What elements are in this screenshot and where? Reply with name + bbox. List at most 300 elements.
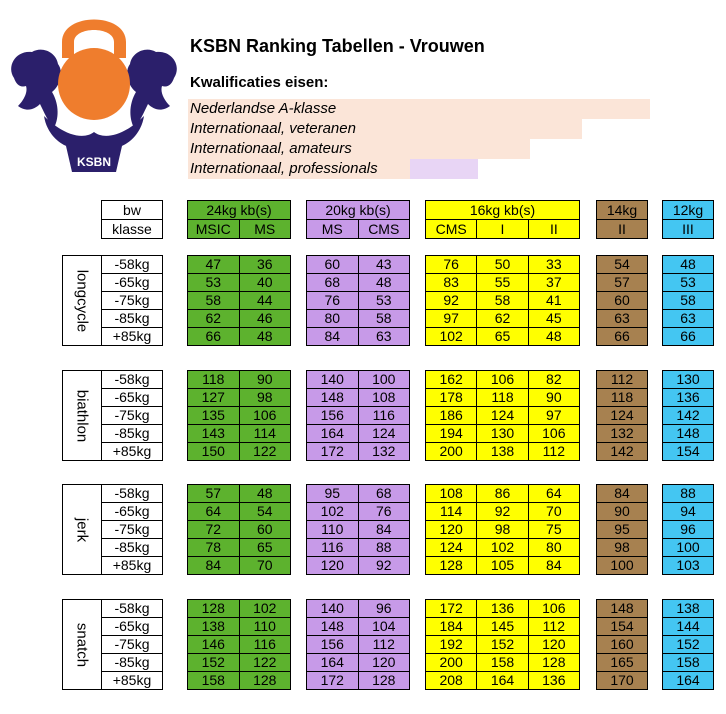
table-row (426, 274, 580, 292)
values-yellow (425, 370, 580, 461)
table-row (663, 292, 714, 310)
weight-class-cell: -58kg (102, 256, 163, 274)
table-row (307, 389, 410, 407)
table-row (102, 371, 163, 389)
value-cell: 128 (188, 600, 240, 618)
weight-class-cell: -85kg (102, 310, 163, 328)
value-cell: 54 (239, 503, 291, 521)
table-row (188, 443, 291, 461)
group-label: 24kg kb(s) (188, 201, 291, 220)
header-14kg (596, 200, 648, 239)
value-cell: 36 (239, 256, 291, 274)
table-row (597, 425, 648, 443)
table-row (307, 292, 410, 310)
value-cell: 84 (307, 328, 359, 346)
value-cell: 144 (663, 618, 714, 636)
values-purple (306, 599, 410, 690)
table-row (663, 256, 714, 274)
table-row (426, 292, 580, 310)
table-row (188, 256, 291, 274)
table-row (102, 557, 163, 575)
table-row (102, 443, 163, 461)
values-green (187, 370, 291, 461)
value-cell: 64 (528, 485, 579, 503)
value-cell: 194 (426, 425, 477, 443)
table-row (307, 672, 410, 690)
table-row (307, 557, 410, 575)
table-row (188, 539, 291, 557)
table-row (426, 521, 580, 539)
values-blue (662, 370, 714, 461)
value-cell: 128 (426, 557, 477, 575)
table-row (597, 672, 648, 690)
value-cell: 90 (597, 503, 648, 521)
table-row (102, 654, 163, 672)
value-cell: 148 (597, 600, 648, 618)
value-cell: 118 (597, 389, 648, 407)
value-cell: 82 (528, 371, 579, 389)
weight-class-cell: -65kg (102, 503, 163, 521)
table-row (663, 503, 714, 521)
value-cell: 57 (597, 274, 648, 292)
table-row (307, 485, 410, 503)
table-row (597, 407, 648, 425)
qualification-item: Internationaal, amateurs (188, 139, 530, 159)
value-cell: 138 (663, 600, 714, 618)
table-row (663, 274, 714, 292)
table-row (663, 636, 714, 654)
table-row (307, 443, 410, 461)
value-cell: 148 (307, 618, 359, 636)
value-cell: 124 (597, 407, 648, 425)
header-16kg (425, 200, 580, 239)
values-blue (662, 599, 714, 690)
value-cell: 148 (307, 389, 359, 407)
value-cell: 48 (528, 328, 579, 346)
value-cell: 80 (528, 539, 579, 557)
table-row (597, 503, 648, 521)
value-cell: 108 (358, 389, 410, 407)
event-name: longcycle (73, 269, 91, 332)
value-cell: 120 (307, 557, 359, 575)
weight-class-cell: -65kg (102, 274, 163, 292)
value-cell: 55 (477, 274, 528, 292)
values-blue (662, 255, 714, 346)
value-cell: 60 (597, 292, 648, 310)
table-row (102, 618, 163, 636)
table-row (188, 292, 291, 310)
table-row (426, 557, 580, 575)
value-cell: 158 (663, 654, 714, 672)
table-row (663, 672, 714, 690)
weight-class-column (101, 370, 163, 461)
table-row (102, 672, 163, 690)
page-title: KSBN Ranking Tabellen - Vrouwen (190, 36, 485, 56)
value-cell: 95 (307, 485, 359, 503)
table-row (102, 521, 163, 539)
table-row (663, 485, 714, 503)
weight-class-cell: -58kg (102, 485, 163, 503)
value-cell: 124 (358, 425, 410, 443)
value-cell: 70 (528, 503, 579, 521)
table-row (307, 425, 410, 443)
value-cell: 58 (477, 292, 528, 310)
table-row (102, 503, 163, 521)
value-cell: 143 (188, 425, 240, 443)
table-row (663, 389, 714, 407)
value-cell: 43 (358, 256, 410, 274)
value-cell: 128 (358, 672, 410, 690)
table-row (102, 256, 163, 274)
table-row (663, 443, 714, 461)
header-klasse: klasse (102, 220, 163, 239)
value-cell: 37 (528, 274, 579, 292)
table-row (188, 310, 291, 328)
values-green (187, 255, 291, 346)
value-cell: 96 (358, 600, 410, 618)
sub-label: MSIC (188, 220, 240, 239)
value-cell: 62 (477, 310, 528, 328)
value-cell: 120 (358, 654, 410, 672)
table-row (597, 636, 648, 654)
values-purple (306, 370, 410, 461)
value-cell: 100 (358, 371, 410, 389)
values-purple (306, 255, 410, 346)
value-cell: 122 (239, 443, 291, 461)
value-cell: 154 (597, 618, 648, 636)
weight-class-cell: -58kg (102, 600, 163, 618)
value-cell: 208 (426, 672, 477, 690)
values-purple (306, 484, 410, 575)
table-row (307, 274, 410, 292)
table-row (307, 636, 410, 654)
value-cell: 103 (663, 557, 714, 575)
value-cell: 106 (528, 425, 579, 443)
weight-class-cell: -65kg (102, 389, 163, 407)
sub-label: CMS (426, 220, 477, 239)
value-cell: 68 (358, 485, 410, 503)
weight-class-cell: -85kg (102, 654, 163, 672)
value-cell: 95 (597, 521, 648, 539)
table-row (426, 636, 580, 654)
value-cell: 170 (597, 672, 648, 690)
value-cell: 116 (239, 636, 291, 654)
value-cell: 140 (307, 371, 359, 389)
value-cell: 44 (239, 292, 291, 310)
sub-label: MS (307, 220, 359, 239)
bw-klasse-header (101, 200, 163, 239)
event-name: biathlon (73, 389, 91, 442)
svg-text:KSBN: KSBN (76, 155, 112, 169)
value-cell: 164 (307, 425, 359, 443)
table-row (597, 389, 648, 407)
table-row (307, 371, 410, 389)
sub-label: II (528, 220, 579, 239)
table-row (307, 407, 410, 425)
value-cell: 112 (528, 618, 579, 636)
table-row (102, 292, 163, 310)
weight-class-column (101, 484, 163, 575)
values-brown (596, 255, 648, 346)
table-row (426, 443, 580, 461)
value-cell: 92 (477, 503, 528, 521)
value-cell: 164 (663, 672, 714, 690)
value-cell: 76 (358, 503, 410, 521)
weight-class-cell: -65kg (102, 618, 163, 636)
table-row (597, 256, 648, 274)
table-row (663, 539, 714, 557)
value-cell: 112 (358, 636, 410, 654)
value-cell: 94 (663, 503, 714, 521)
table-row (663, 407, 714, 425)
value-cell: 100 (663, 539, 714, 557)
values-brown (596, 599, 648, 690)
value-cell: 76 (307, 292, 359, 310)
value-cell: 45 (528, 310, 579, 328)
table-row (663, 618, 714, 636)
table-row (426, 672, 580, 690)
weight-class-cell: -58kg (102, 371, 163, 389)
weight-class-cell: -75kg (102, 521, 163, 539)
value-cell: 84 (597, 485, 648, 503)
values-yellow (425, 484, 580, 575)
value-cell: 172 (307, 443, 359, 461)
value-cell: 70 (239, 557, 291, 575)
value-cell: 146 (188, 636, 240, 654)
table-row (426, 485, 580, 503)
value-cell: 127 (188, 389, 240, 407)
header-20kg (306, 200, 410, 239)
table-row (102, 407, 163, 425)
weight-class-cell: +85kg (102, 328, 163, 346)
value-cell: 186 (426, 407, 477, 425)
value-cell: 65 (477, 328, 528, 346)
value-cell: 138 (188, 618, 240, 636)
table-row (188, 636, 291, 654)
value-cell: 152 (188, 654, 240, 672)
table-row (307, 539, 410, 557)
values-yellow (425, 599, 580, 690)
table-row (102, 310, 163, 328)
value-cell: 63 (663, 310, 714, 328)
table-row (663, 371, 714, 389)
value-cell: 62 (188, 310, 240, 328)
qualification-item: Internationaal, professionals (188, 159, 478, 179)
value-cell: 97 (426, 310, 477, 328)
value-cell: 124 (426, 539, 477, 557)
table-row (307, 256, 410, 274)
weight-class-cell: -85kg (102, 539, 163, 557)
value-cell: 132 (358, 443, 410, 461)
table-row (307, 310, 410, 328)
value-cell: 112 (597, 371, 648, 389)
value-cell: 162 (426, 371, 477, 389)
sub-label: II (597, 220, 648, 239)
value-cell: 178 (426, 389, 477, 407)
value-cell: 96 (663, 521, 714, 539)
value-cell: 84 (188, 557, 240, 575)
value-cell: 172 (426, 600, 477, 618)
table-row (307, 521, 410, 539)
value-cell: 40 (239, 274, 291, 292)
table-row (188, 654, 291, 672)
value-cell: 105 (477, 557, 528, 575)
table-row (307, 600, 410, 618)
value-cell: 98 (597, 539, 648, 557)
value-cell: 92 (426, 292, 477, 310)
value-cell: 41 (528, 292, 579, 310)
table-row (663, 654, 714, 672)
value-cell: 80 (307, 310, 359, 328)
table-row (597, 600, 648, 618)
table-row (597, 618, 648, 636)
value-cell: 118 (188, 371, 240, 389)
value-cell: 60 (307, 256, 359, 274)
table-row (188, 672, 291, 690)
weight-class-cell: -75kg (102, 292, 163, 310)
value-cell: 116 (307, 539, 359, 557)
value-cell: 136 (663, 389, 714, 407)
group-label: 16kg kb(s) (426, 201, 580, 220)
weight-class-column (101, 255, 163, 346)
table-row (426, 371, 580, 389)
weight-class-cell: -75kg (102, 407, 163, 425)
header-12kg (662, 200, 714, 239)
value-cell: 160 (597, 636, 648, 654)
value-cell: 66 (597, 328, 648, 346)
qualification-item: Internationaal, veteranen (188, 119, 582, 139)
value-cell: 122 (239, 654, 291, 672)
table-row (426, 425, 580, 443)
table-row (102, 636, 163, 654)
table-row (597, 557, 648, 575)
value-cell: 200 (426, 654, 477, 672)
value-cell: 164 (477, 672, 528, 690)
table-row (188, 618, 291, 636)
value-cell: 64 (188, 503, 240, 521)
table-row (188, 274, 291, 292)
value-cell: 47 (188, 256, 240, 274)
value-cell: 118 (477, 389, 528, 407)
ksbn-logo (4, 6, 184, 172)
value-cell: 172 (307, 672, 359, 690)
value-cell: 106 (528, 600, 579, 618)
value-cell: 53 (663, 274, 714, 292)
value-cell: 58 (358, 310, 410, 328)
event-name: jerk (73, 517, 91, 542)
value-cell: 158 (188, 672, 240, 690)
value-cell: 130 (663, 371, 714, 389)
table-row (597, 274, 648, 292)
value-cell: 48 (239, 485, 291, 503)
value-cell: 58 (663, 292, 714, 310)
weight-class-cell: +85kg (102, 672, 163, 690)
value-cell: 154 (663, 443, 714, 461)
value-cell: 84 (528, 557, 579, 575)
values-green (187, 599, 291, 690)
table-row (102, 600, 163, 618)
table-row (663, 521, 714, 539)
group-label: 12kg (663, 201, 714, 220)
value-cell: 88 (358, 539, 410, 557)
value-cell: 48 (239, 328, 291, 346)
values-yellow (425, 255, 580, 346)
values-brown (596, 484, 648, 575)
value-cell: 63 (358, 328, 410, 346)
table-row (663, 425, 714, 443)
sub-label: CMS (358, 220, 410, 239)
table-row (426, 618, 580, 636)
table-row (663, 600, 714, 618)
value-cell: 106 (477, 371, 528, 389)
group-label: 20kg kb(s) (307, 201, 410, 220)
value-cell: 100 (597, 557, 648, 575)
value-cell: 110 (307, 521, 359, 539)
table-row (426, 539, 580, 557)
value-cell: 104 (358, 618, 410, 636)
value-cell: 66 (188, 328, 240, 346)
value-cell: 90 (528, 389, 579, 407)
table-row (307, 618, 410, 636)
table-row (307, 328, 410, 346)
value-cell: 68 (307, 274, 359, 292)
table-row (597, 371, 648, 389)
value-cell: 164 (307, 654, 359, 672)
table-row (188, 557, 291, 575)
weight-class-cell: -75kg (102, 636, 163, 654)
value-cell: 140 (307, 600, 359, 618)
value-cell: 128 (528, 654, 579, 672)
value-cell: 108 (426, 485, 477, 503)
table-row (597, 521, 648, 539)
value-cell: 98 (477, 521, 528, 539)
value-cell: 54 (597, 256, 648, 274)
table-row (597, 485, 648, 503)
table-row (188, 371, 291, 389)
table-row (426, 407, 580, 425)
table-row (597, 539, 648, 557)
value-cell: 102 (477, 539, 528, 557)
weight-class-cell: +85kg (102, 557, 163, 575)
value-cell: 106 (239, 407, 291, 425)
value-cell: 48 (358, 274, 410, 292)
value-cell: 58 (188, 292, 240, 310)
value-cell: 102 (307, 503, 359, 521)
value-cell: 200 (426, 443, 477, 461)
event-label-box (62, 599, 102, 690)
table-row (426, 256, 580, 274)
table-row (663, 310, 714, 328)
value-cell: 120 (426, 521, 477, 539)
sub-label: III (663, 220, 714, 239)
table-row (307, 503, 410, 521)
value-cell: 135 (188, 407, 240, 425)
value-cell: 152 (663, 636, 714, 654)
table-row (597, 443, 648, 461)
table-row (597, 292, 648, 310)
value-cell: 78 (188, 539, 240, 557)
value-cell: 120 (528, 636, 579, 654)
value-cell: 57 (188, 485, 240, 503)
value-cell: 53 (358, 292, 410, 310)
value-cell: 112 (528, 443, 579, 461)
event-name: snatch (73, 622, 91, 667)
table-row (426, 310, 580, 328)
value-cell: 97 (528, 407, 579, 425)
value-cell: 114 (239, 425, 291, 443)
value-cell: 114 (426, 503, 477, 521)
table-row (597, 310, 648, 328)
